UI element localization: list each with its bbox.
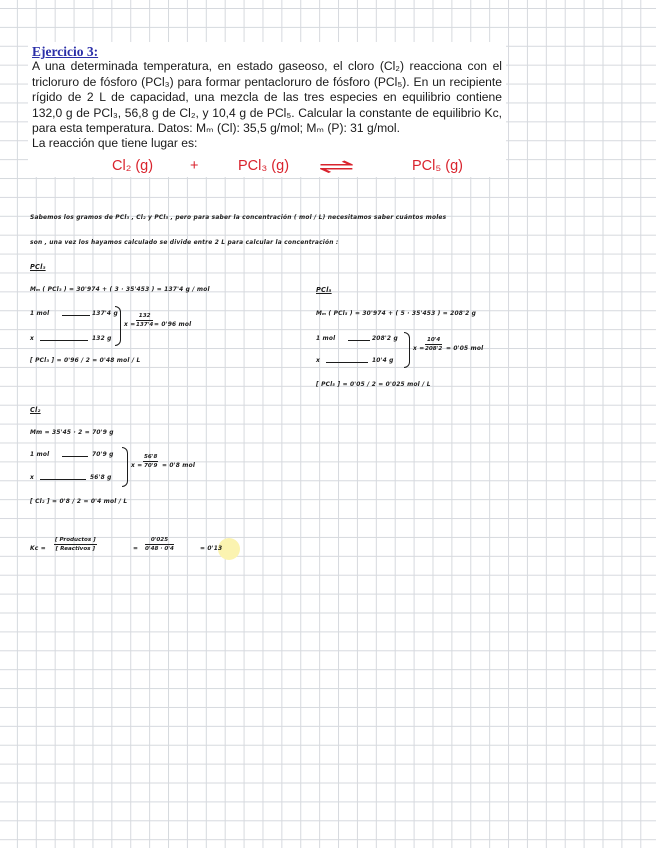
- pcl3-molar-mass: Mₘ ( PCl₃ ) = 30'974 + ( 3 · 35'453 ) = 137'4 g / mol: [30, 287, 210, 293]
- pcl5-frac-result: = 0'05 mol: [446, 346, 484, 352]
- pcl5-heading: PCl₅: [316, 286, 332, 294]
- pcl5-frac-num: 10'4: [426, 337, 441, 343]
- pcl5-row2-left: x: [316, 358, 320, 364]
- pcl3-row2-left: x: [30, 336, 34, 342]
- cl2-concentration: [ Cl₂ ] = 0'8 / 2 = 0'4 mol / L: [30, 499, 128, 505]
- pcl5-row1-line: [348, 340, 370, 341]
- kc-result: = 0'13: [200, 546, 223, 552]
- kc-numerator-value: 0'025: [145, 537, 174, 545]
- pcl5-concentration: [ PCl₅ ] = 0'05 / 2 = 0'025 mol / L: [316, 382, 431, 388]
- pcl5-row2-right: 10'4 g: [372, 358, 394, 364]
- pcl3-row2-line: [40, 340, 88, 341]
- problem-statement: [28, 42, 506, 158]
- cl2-fraction: [143, 454, 158, 469]
- cl2-frac-num: 56'8: [144, 454, 158, 460]
- cl2-row1-right: 70'9 g: [92, 452, 114, 458]
- cl2-brace: [122, 447, 128, 487]
- pcl5-brace: [404, 332, 410, 368]
- pcl3-frac-prefix: x =: [124, 322, 136, 328]
- cl2-frac-result: = 0'8 mol: [162, 463, 196, 469]
- kc-prefix: Kc =: [30, 546, 46, 552]
- cl2-frac-prefix: x =: [131, 463, 143, 469]
- pcl5-row1-left: 1 mol: [316, 336, 336, 342]
- pcl5-row2-line: [326, 362, 368, 363]
- exercise-title: Ejercicio 3:: [32, 44, 99, 59]
- kc-numerator: [ Productos ]: [55, 537, 96, 543]
- cl2-row1-left: 1 mol: [30, 452, 50, 458]
- pcl3-row1-right: 137'4 g: [92, 311, 118, 317]
- equilibrium-arrow-icon: ⇌: [318, 156, 355, 178]
- chemical-reaction: [28, 155, 506, 177]
- pcl3-frac-num: 132: [136, 313, 153, 321]
- kc-denominator: [ Reactivos ]: [55, 546, 96, 552]
- reaction-intro: La reacción que tiene lugar es:: [32, 136, 198, 151]
- pcl3-frac-den: 137'4: [136, 322, 154, 328]
- cl2-row2-left: x: [30, 475, 34, 481]
- pcl5-frac-prefix: x =: [413, 346, 425, 352]
- pcl3-concentration: [ PCl₃ ] = 0'96 / 2 = 0'48 mol / L: [30, 358, 141, 364]
- pcl3-row1-left: 1 mol: [30, 311, 50, 317]
- kc-equals: =: [133, 546, 139, 552]
- product-pcl5: PCl₅ (g): [412, 158, 463, 174]
- notes-intro-line-2: son , una vez los hayamos calculado se divide entre 2 L para calcular la concentración :: [30, 240, 339, 246]
- pcl3-fraction: [136, 313, 153, 328]
- cl2-row2-right: 56'8 g: [90, 475, 112, 481]
- notes-intro-line-1: Sabemos los gramos de PCl₃ , Cl₂ y PCl₅ , pero para saber la concentración ( mol / L) necesitamos saber cuántos moles: [30, 215, 447, 221]
- pcl3-brace: [115, 306, 121, 346]
- plus-sign: +: [190, 158, 199, 174]
- cl2-row1-line: [62, 456, 88, 457]
- cl2-frac-den: 70'9: [144, 463, 158, 469]
- cl2-row2-line: [40, 479, 86, 480]
- kc-fraction-numeric: [145, 537, 174, 552]
- cl2-heading: Cl₂: [30, 406, 41, 414]
- pcl5-frac-den: 208'2: [425, 346, 443, 352]
- pcl5-molar-mass: Mₘ ( PCl₅ ) = 30'974 + ( 5 · 35'453 ) = 208'2 g: [316, 311, 477, 317]
- reactant-cl2: Cl₂ (g): [112, 158, 154, 174]
- problem-text: A una determinada temperatura, en estado gaseoso, el cloro (Cl₂) reacciona con el tricloruro de fósforo (PCl₃) para formar pentacloruro de fósforo (PCl₅). En un recipiente rígido de 2 L de capacidad, una mezcla de las tres especies en equilibrio contiene 132,0 g de PCl₃, 56,8 g de Cl₂, y 10,4 g de PCl₅. Calcular la constante de equilibrio Kc, para esta temperatura. Datos: Mₘ (Cl): 35,5 g/mol; Mₘ (P): 31 g/mol.: [32, 59, 502, 136]
- pcl3-frac-result: = 0'96 mol: [154, 322, 192, 328]
- kc-denominator-value: 0'48 · 0'4: [145, 546, 174, 552]
- pcl3-row2-right: 132 g: [92, 336, 112, 342]
- pcl3-heading: PCl₃: [30, 263, 46, 271]
- cl2-molar-mass: Mm = 35'45 · 2 = 70'9 g: [30, 430, 114, 436]
- pcl5-row1-right: 208'2 g: [372, 336, 398, 342]
- reactant-pcl3: PCl₃ (g): [238, 158, 290, 174]
- pcl3-row1-line: [62, 315, 90, 316]
- kc-fraction-symbolic: [54, 537, 97, 552]
- pcl5-fraction: [425, 337, 442, 352]
